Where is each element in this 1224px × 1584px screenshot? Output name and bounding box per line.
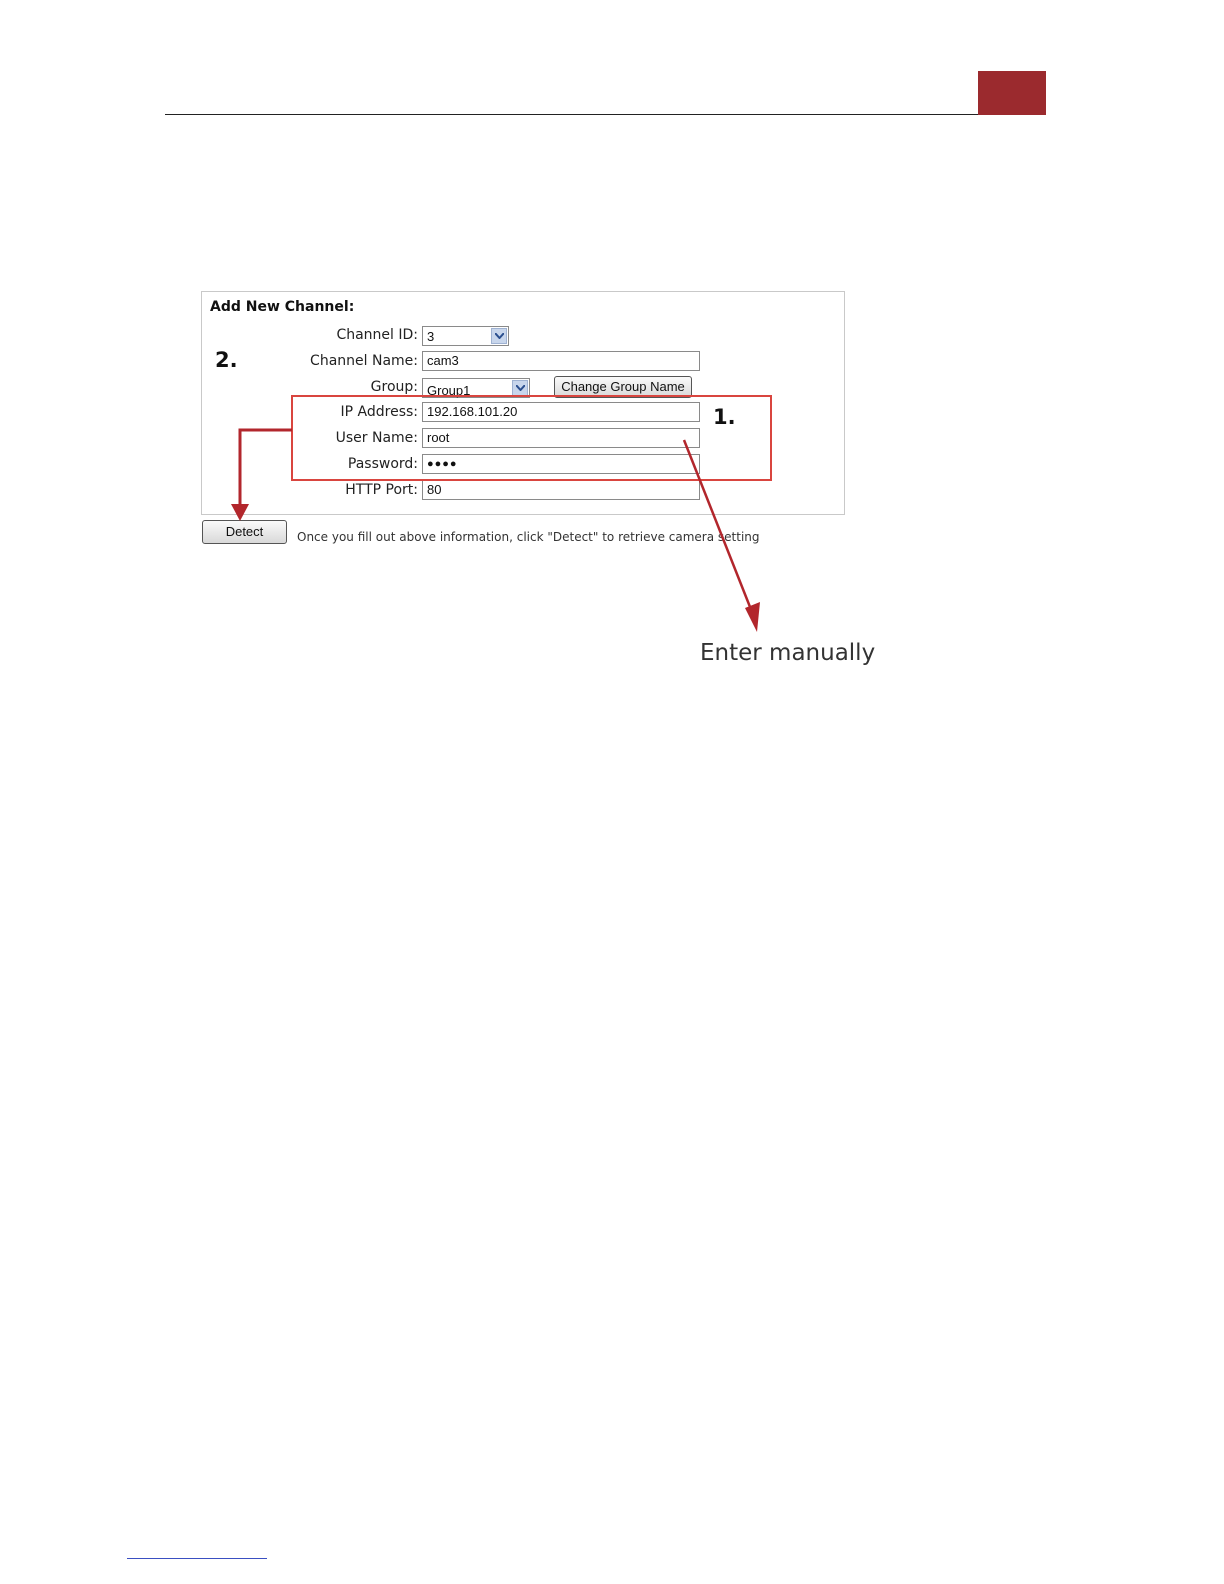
highlight-box [292,396,771,480]
ip-address-input[interactable]: 192.168.101.20 [422,402,700,422]
user-name-label: User Name: [335,430,418,446]
group-value: Group1 [427,383,471,398]
group-label: Group: [370,379,418,395]
change-group-name-button[interactable]: Change Group Name [554,376,692,398]
callout-arrow-head [745,602,760,632]
step-2-label: 2. [215,348,238,372]
password-input[interactable]: ●●●● [422,454,700,474]
footer-link-underline [127,1558,267,1559]
callout-arrow-line [684,440,752,612]
step-1-label: 1. [713,405,736,429]
detect-hint: Once you fill out above information, click "Detect" to retrieve camera setting [297,530,760,544]
http-port-input[interactable]: 80 [422,480,700,500]
password-label: Password: [347,456,418,472]
detect-arrow-head [231,504,249,521]
channel-id-label: Channel ID: [336,327,418,343]
ip-address-label: IP Address: [340,404,418,420]
detect-button[interactable]: Detect [202,520,287,544]
enter-manually-callout: Enter manually [700,640,876,666]
channel-name-label: Channel Name: [310,353,418,369]
detect-arrow-line [240,430,292,506]
channel-id-value: 3 [427,329,435,344]
http-port-label: HTTP Port: [345,482,418,498]
user-name-input[interactable]: root [422,428,700,448]
channel-name-input[interactable]: cam3 [422,351,700,371]
panel-title: Add New Channel: [210,299,355,315]
